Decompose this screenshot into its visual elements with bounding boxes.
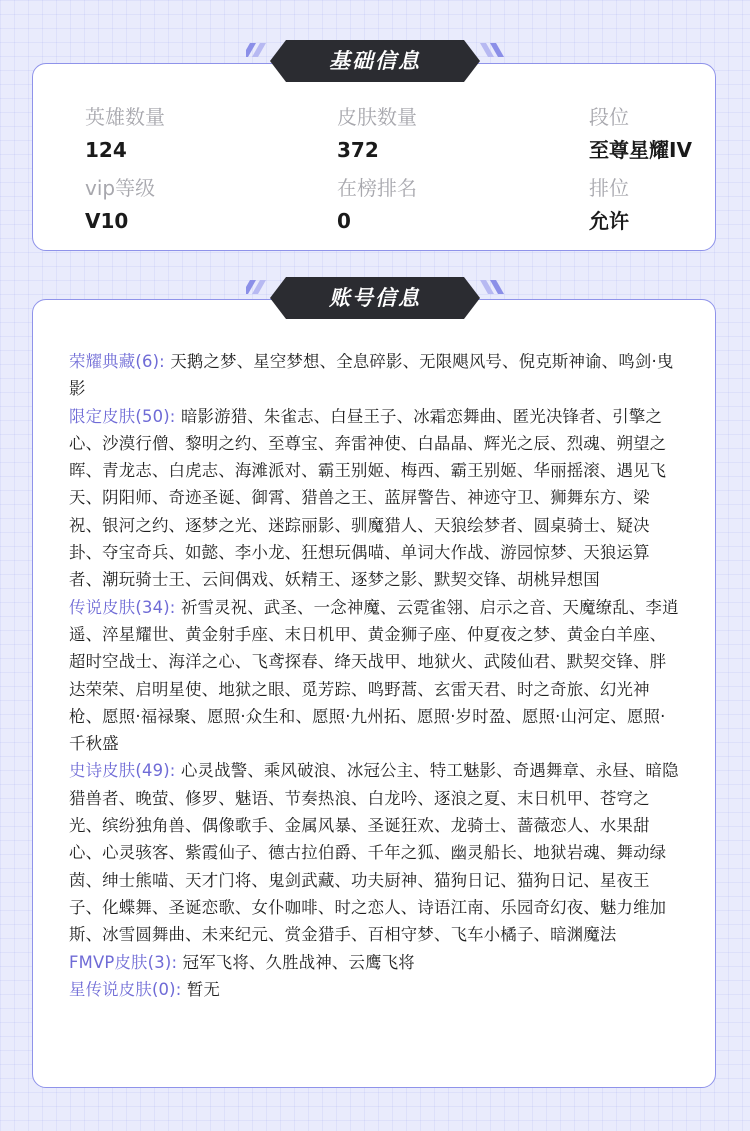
skin-category-limited: [69, 403, 681, 594]
stat-value: V10: [85, 209, 129, 233]
skin-category-fmvp: [69, 949, 681, 976]
account-info-card: [32, 299, 716, 1088]
basic-info-title: 基础信息: [329, 49, 421, 73]
skin-category-legend: [69, 594, 681, 758]
category-label: 星传说皮肤(0):: [69, 979, 182, 999]
stat-value: 372: [337, 138, 379, 162]
skin-category-glory-collection: [69, 348, 681, 403]
account-info-header: [246, 275, 504, 321]
stat-rank-tier: [589, 103, 692, 164]
stat-label: 在榜排名: [337, 176, 417, 200]
stat-vip-level: [85, 174, 155, 235]
category-label: 传说皮肤(34):: [69, 597, 176, 617]
stat-value: 至尊星耀IV: [589, 138, 692, 162]
stat-value: 允许: [589, 209, 629, 233]
stat-label: vip等级: [85, 176, 156, 200]
skin-category-star-legend: [69, 976, 681, 1003]
stat-value: 124: [85, 138, 127, 162]
category-label: 荣耀典藏(6):: [69, 352, 165, 371]
stat-skin-count: [337, 103, 417, 164]
stat-leaderboard-rank: [337, 174, 417, 235]
category-skins: 暗影游猎、朱雀志、白昼王子、冰霜恋舞曲、匿光决锋者、引擎之心、沙漠行僧、黎明之约、至尊宝、奔雷神使、白晶晶、辉光之辰、烈魂、朔望之晖、青龙志、白虎志、海滩派对、霸王别姬、梅西、霸王别姬、华丽摇滚、遇见飞天、阴阳师、奇迹圣诞、御霄、猎兽之王、蓝屏警告、神迹守卫、狮舞东方、梁祝、银河之约、逐梦之光、迷踪丽影、驯魔猎人、天狼绘梦者、圆桌骑士、疑决卦、夺宝奇兵、如懿、李小龙、狂想玩偶喵、单词大作战、游园惊梦、天狼运算者、潮玩骑士王、云间偶戏、妖精王、逐梦之影、默契交锋、胡桃异想国: [69, 406, 667, 590]
category-skins: 心灵战警、乘风破浪、冰冠公主、特工魅影、奇遇舞章、永昼、暗隐猎兽者、晚萤、修罗、魅语、节奏热浪、白龙吟、逐浪之夏、末日机甲、苍穹之光、缤纷独角兽、偶像歌手、金属风暴、圣诞狂欢、龙骑士、蔷薇恋人、水果甜心、心灵骇客、紫霞仙子、德古拉伯爵、千年之狐、幽灵船长、地狱岩魂、舞动绿茵、绅士熊喵、天才门将、鬼剑武藏、功夫厨神、猫狗日记、猫狗日记、星夜王子、化蝶舞、圣诞恋歌、女仆咖啡、时之恋人、诗语江南、乐园奇幻夜、魅力维加斯、冰雪圆舞曲、未来纪元、赏金猎手、百相守梦、飞车小橘子、暗渊魔法: [69, 761, 679, 945]
stat-label: 英雄数量: [85, 105, 165, 129]
stat-label: 段位: [589, 105, 629, 129]
stat-value: 0: [337, 209, 351, 233]
account-info-title: 账号信息: [329, 286, 421, 310]
category-skins: 暂无: [186, 979, 221, 999]
category-label: 限定皮肤(50):: [69, 406, 176, 426]
category-skins: 天鹅之梦、星空梦想、全息碎影、无限飓风号、倪克斯神谕、鸣剑·曳影: [69, 352, 674, 399]
stat-label: 皮肤数量: [337, 105, 417, 129]
category-label: 史诗皮肤(49):: [69, 761, 176, 781]
stat-hero-count: [85, 103, 165, 164]
skin-category-list: [69, 348, 681, 1003]
basic-info-header: [246, 38, 504, 84]
category-skins: 冠军飞将、久胜战神、云鹰飞将: [182, 952, 415, 972]
category-skins: 祈雪灵祝、武圣、一念神魔、云霓雀翎、启示之音、天魔缭乱、李逍遥、淬星耀世、黄金射手座、末日机甲、黄金狮子座、仲夏夜之梦、黄金白羊座、超时空战士、海洋之心、飞鸢探春、绛天战甲、地狱火、武陵仙君、默契交锋、胖达荣荣、启明星使、地狱之眼、觅芳踪、鸣野蒿、玄雷天君、时之奇旅、幻光神枪、愿照·福禄聚、愿照·众生和、愿照·九州拓、愿照·岁时盈、愿照·山河定、愿照·千秋盛: [69, 597, 679, 754]
skin-category-epic: [69, 757, 681, 948]
stat-label: 排位: [589, 176, 629, 200]
stat-ranked-permission: [589, 174, 629, 235]
category-label: FMVP皮肤(3):: [69, 952, 178, 972]
